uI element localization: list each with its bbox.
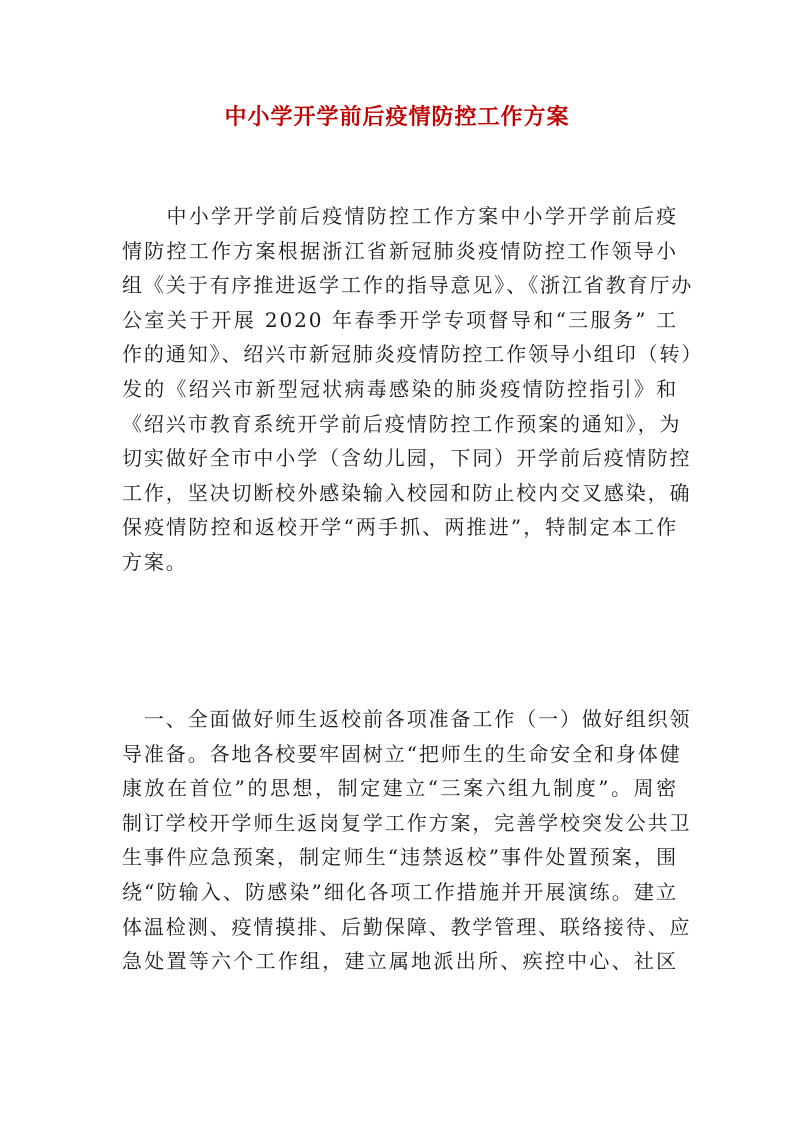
text-line: 体温检测、疫情摸排、后勤保障、教学管理、联络接待、应 [122, 914, 692, 939]
text-line: 情防控工作方案根据浙江省新冠肺炎疫情防控工作领导小 [122, 238, 678, 263]
text-line: 《绍兴市教育系统开学前后疫情防控工作预案的通知》，为 [122, 411, 682, 436]
text-line: 一、全面做好师生返校前各项准备工作（一）做好组织领 [122, 707, 692, 731]
text-line: 切实做好全市中小学（含幼儿园，下同）开学前后疫情防控 [122, 446, 692, 471]
text-line: 公室关于开展 2020 年春季开学专项督导和“三服务” 工 [122, 307, 678, 332]
text-line: 急处置等六个工作组，建立属地派出所、疾控中心、社区 [122, 949, 678, 974]
document-title: 中小学开学前后疫情防控工作方案 [224, 104, 570, 130]
text-line: 组《关于有序推进返学工作的指导意见》、《浙江省教育厅办 [122, 273, 694, 298]
text-line: 导准备。各地各校要牢固树立“把师生的生命安全和身体健 [122, 741, 682, 766]
text-line: 制订学校开学师生返岗复学工作方案，完善学校突发公共卫 [122, 810, 692, 835]
text-line: 绕“防输入、防感染”细化各项工作措施并开展演练。建立 [122, 879, 678, 904]
paragraph-intro [122, 199, 704, 580]
text-line: 方案。 [122, 549, 188, 574]
text-line: 中小学开学前后疫情防控工作方案中小学开学前后疫 [122, 204, 678, 228]
paragraph-section-one [122, 702, 692, 979]
text-line: 作的通知》、绍兴市新冠肺炎疫情防控工作领导小组印（转） [122, 342, 704, 367]
text-line: 保疫情防控和返校开学“两手抓、两推进”，特制定本工作 [122, 515, 678, 540]
text-line: 康放在首位”的思想，制定建立“三案六组九制度”。周密 [122, 776, 678, 801]
text-line: 发的《绍兴市新型冠状病毒感染的肺炎疫情防控指引》和 [122, 376, 678, 401]
text-line: 工作，坚决切断校外感染输入校园和防止校内交叉感染，确 [122, 480, 692, 505]
text-line: 生事件应急预案，制定师生“违禁返校”事件处置预案，围 [122, 845, 678, 870]
